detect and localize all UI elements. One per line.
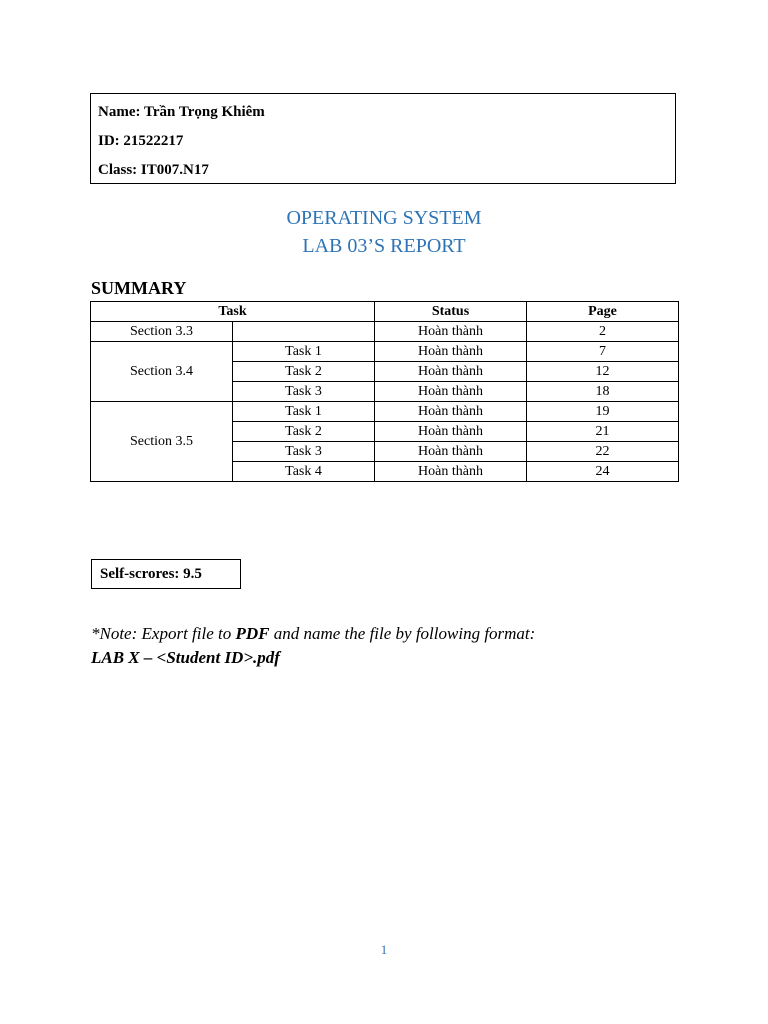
task-cell: Task 3 (233, 382, 375, 402)
task-cell: Task 2 (233, 362, 375, 382)
page-cell: 18 (527, 382, 679, 402)
task-cell: Task 4 (233, 462, 375, 482)
page-cell: 7 (527, 342, 679, 362)
summary-heading: SUMMARY (91, 278, 187, 298)
status-cell: Hoàn thành (375, 422, 527, 442)
title-line-2: LAB 03’S REPORT (302, 235, 466, 257)
note-prefix: *Note: Export file to (91, 624, 236, 643)
status-cell: Hoàn thành (375, 442, 527, 462)
page-cell: 2 (527, 322, 679, 342)
task-cell: Task 2 (233, 422, 375, 442)
status-cell: Hoàn thành (375, 322, 527, 342)
page-cell: 24 (527, 462, 679, 482)
student-class: Class: IT007.N17 (98, 162, 209, 178)
column-header-task: Task (91, 302, 375, 322)
note-bold-word: PDF (235, 624, 270, 643)
table-row (91, 342, 679, 362)
status-cell: Hoàn thành (375, 382, 527, 402)
status-cell: Hoàn thành (375, 362, 527, 382)
note-suffix: and name the file by following format: (269, 624, 536, 643)
status-cell: Hoàn thành (375, 462, 527, 482)
export-note (91, 622, 711, 670)
column-header-status: Status (375, 302, 527, 322)
student-info-box (90, 93, 676, 184)
title-line-1: OPERATING SYSTEM (286, 207, 482, 229)
table-row (91, 402, 679, 422)
student-name: Name: Trần Trọng Khiêm (98, 104, 265, 120)
page-cell: 12 (527, 362, 679, 382)
page-cell: 21 (527, 422, 679, 442)
summary-table (90, 301, 679, 482)
self-score-box: Self-scrores: 9.5 (91, 559, 241, 589)
task-cell (233, 322, 375, 342)
note-format: LAB X – <Student ID>.pdf (91, 648, 280, 667)
task-cell: Task 1 (233, 342, 375, 362)
note-line (91, 622, 711, 646)
section-label: Section 3.4 (91, 342, 233, 402)
table-row (91, 322, 679, 342)
status-cell: Hoàn thành (375, 402, 527, 422)
status-cell: Hoàn thành (375, 342, 527, 362)
table-header-row (91, 302, 679, 322)
report-title (0, 204, 768, 260)
section-label: Section 3.5 (91, 402, 233, 482)
section-label: Section 3.3 (91, 322, 233, 342)
page-number: 1 (380, 942, 388, 957)
page-cell: 19 (527, 402, 679, 422)
page-cell: 22 (527, 442, 679, 462)
student-id: ID: 21522217 (98, 133, 184, 149)
task-cell: Task 1 (233, 402, 375, 422)
task-cell: Task 3 (233, 442, 375, 462)
column-header-page: Page (527, 302, 679, 322)
